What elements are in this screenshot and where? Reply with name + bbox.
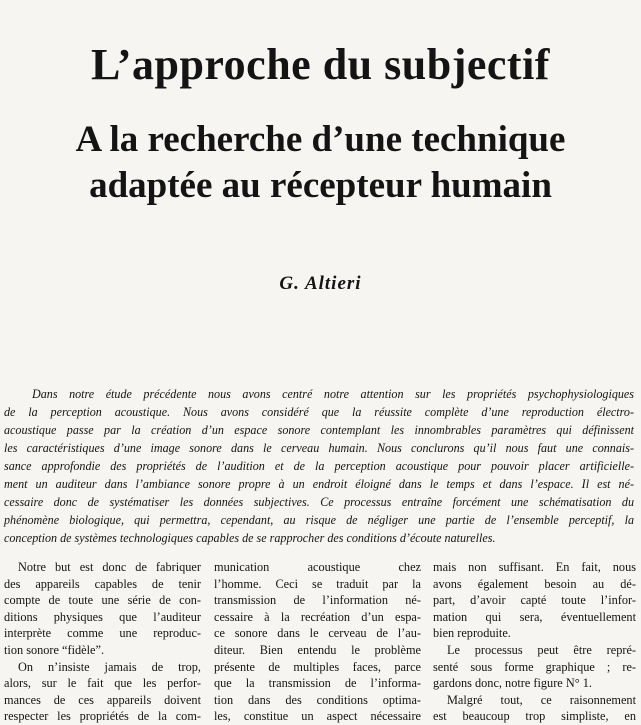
body-column-1 — [4, 559, 201, 725]
article-subtitle — [0, 117, 641, 209]
intro-line: de la perception acoustique. Nous avons considéré que la réussite complète d’une reproduction électro- — [4, 405, 634, 419]
intro-line: les caractéristiques d’une image sonore dans le cerveau humain. Nous conclurons qu’il nous faut une connais- — [4, 441, 634, 455]
body-line: ce sonore dans le cerveau de l’au- — [214, 626, 421, 641]
intro-line: acoustique passe par la création d’un espace sonore contemplant les innombrables paramètres qui définissent — [4, 423, 634, 437]
intro-line: ment un auditeur dans l’ambiance sonore propre à un endroit éloigné dans le temps et dans l’espace. Il est né- — [4, 477, 634, 491]
intro-line: sance approfondie des propriétés de l’audition et de la perception acoustique pour pouvoir placer artificielle- — [4, 459, 634, 473]
body-line: compte de toute une série de con- — [4, 593, 201, 608]
intro-line: Dans notre étude précédente nous avons centré notre attention sur les propriétés psychophysiologiques — [32, 387, 634, 401]
body-line: Le processus peut être repré- — [447, 642, 636, 657]
body-line: respecter les propriétés de la com- — [4, 709, 201, 724]
body-line: diteur. Bien entendu le problème — [214, 642, 421, 657]
body-column-3 — [433, 559, 636, 725]
intro-line: conception de systèmes technologiques capables de se rapprocher des conditions d’écoute naturelles. — [4, 531, 496, 545]
intro-line: phénomène biologique, qui permettra, cependant, au risque de négliger une partie de l’ensemble perceptif, la — [4, 513, 634, 527]
body-line: bien reproduite. — [433, 626, 511, 641]
body-line: tion sonore “fidèle”. — [4, 642, 105, 657]
body-line: présente de multiples faces, parce — [214, 659, 421, 674]
subtitle-line: A la recherche d’une technique — [75, 119, 566, 160]
intro-line: cessaire donc de systématiser les données subjectives. Ce processus entraîne forcément une schématisation du — [4, 495, 634, 509]
body-line: alors, sur le fait que les perfor- — [4, 676, 201, 691]
body-line: senté sous forme graphique ; re- — [433, 659, 636, 674]
body-line: tion dans des conditions optima- — [214, 692, 421, 707]
body-line: munication acoustique chez — [214, 560, 421, 574]
body-line: Malgré tout, ce raisonnement — [447, 692, 636, 707]
body-column-2 — [214, 559, 421, 725]
body-line: Notre but est donc de fabriquer — [18, 560, 201, 574]
body-line: les, constitue un aspect nécessaire — [214, 709, 421, 724]
article-title: L’approche du subjectif — [91, 40, 550, 90]
body-line: avons également besoin au dé- — [433, 576, 636, 591]
body-line: cessaire à la recréation d’un espa- — [214, 609, 421, 624]
author-byline: G. Altieri — [279, 273, 362, 294]
body-line: On n’insiste jamais de trop, — [18, 659, 201, 674]
body-line: l’homme. Ceci se traduit par la — [214, 576, 421, 591]
body-line: est beaucoup trop simpliste, en — [433, 709, 636, 724]
body-line: mation qui sera, éventuellement — [433, 609, 636, 624]
subtitle-line: adaptée au récepteur humain — [89, 165, 552, 206]
body-line: transmission de l’information né- — [214, 593, 421, 608]
body-line: ditions physiques que l’auditeur — [4, 609, 201, 624]
body-line: gardons donc, notre figure N° 1. — [433, 676, 592, 691]
body-line: mances de ces appareils doivent — [4, 692, 201, 707]
body-line: part, d’avoir capté toute l’infor- — [433, 593, 636, 608]
body-line: des appareils capables de tenir — [4, 576, 201, 591]
intro-paragraph — [4, 385, 634, 547]
body-line: que la transmission de l’informa- — [214, 676, 421, 691]
body-line: interprète comme une reproduc- — [4, 626, 201, 641]
body-line: mais non suffisant. En fait, nous — [433, 560, 636, 574]
